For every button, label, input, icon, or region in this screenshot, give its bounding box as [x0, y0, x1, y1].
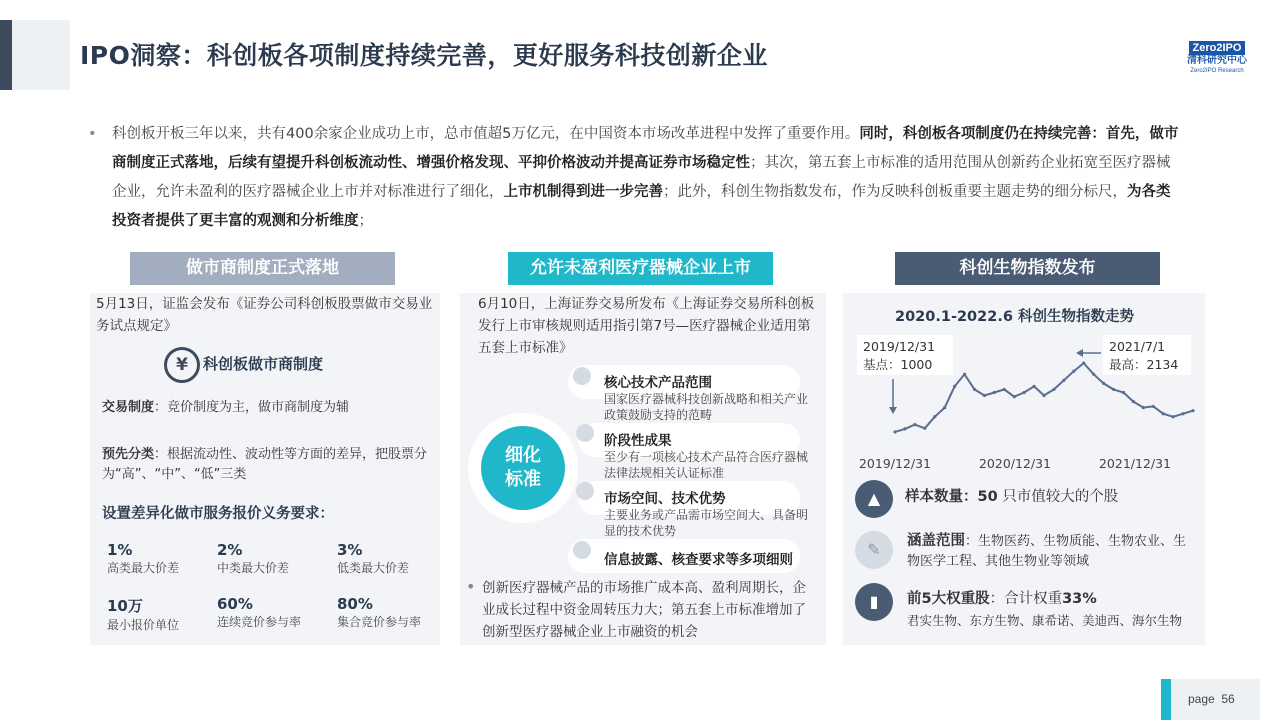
top5-text [907, 589, 1097, 609]
index-point [1142, 406, 1145, 409]
sample-value: 50 [977, 489, 998, 505]
index-point [1023, 391, 1026, 394]
stat-value: 60% [217, 595, 253, 613]
refine-standard-circle [481, 426, 565, 510]
sample-label: 样本数量： [905, 489, 978, 505]
dot-icon [573, 367, 591, 385]
criteria-desc: 国家医疗器械科技创新战略和相关产业政策鼓励支持的范畴 [604, 392, 809, 422]
page-title: IPO洞察：科创板各项制度持续完善，更好服务科技创新企业 [80, 41, 768, 70]
note-bullet: • [466, 577, 476, 596]
index-point [1112, 388, 1115, 391]
market-maker-panel [90, 293, 440, 645]
zero2ipo-logo [1182, 36, 1252, 75]
stat-item [337, 541, 409, 576]
stat-value: 2% [217, 541, 243, 559]
criteria-title: 阶段性成果 [604, 433, 672, 449]
criteria-title: 市场空间、技术优势 [604, 491, 726, 507]
index-point [993, 391, 996, 394]
index-point [1181, 412, 1184, 415]
index-point [893, 430, 896, 433]
panel1-subtitle: 科创板做市商制度 [203, 355, 324, 373]
stat-value: 10万 [107, 597, 143, 615]
panel2-note: 创新医疗器械产品的市场推广成本高、盈利周期长，企业成长过程中资金周转压力大；第五套上市标准增加了创新型医疗器械企业上市融资的机会 [482, 580, 806, 640]
index-point [1013, 395, 1016, 398]
top5-label: 前5大权重股 [907, 591, 990, 607]
criteria-desc: 至少有一项核心技术产品符合医疗器械法律法规相关认证标准 [604, 450, 809, 480]
trade-desc: ：竞价制度为主，做市商制度为辅 [154, 400, 350, 415]
index-series-line [895, 363, 1193, 432]
ann-base-value: 基点：1000 [863, 357, 933, 372]
stat-label: 高类最大价差 [107, 561, 180, 575]
index-point [1152, 405, 1155, 408]
dot-icon [576, 424, 594, 442]
stat-item [217, 541, 289, 576]
pre-class-text [102, 445, 432, 485]
intro-seg1: 科创板开板三年以来，共有400余家企业成功上市，总市值超5万亿元，在中国资本市场改革进程中发挥了重要作用。 [112, 126, 860, 142]
bullet-dot: • [88, 126, 97, 142]
index-point [1162, 412, 1165, 415]
ann-arrowhead-base [889, 407, 897, 414]
intro-highlight-2: 上市机制得到进一步完善 [503, 184, 663, 200]
index-point [983, 394, 986, 397]
stat-item [107, 595, 179, 633]
medical-device-panel [460, 293, 826, 645]
x-tick-label: 2020/12/31 [978, 456, 1052, 471]
ann-base-date: 2019/12/31 [863, 339, 936, 354]
index-point [1082, 361, 1085, 364]
chart-title: 2020.1-2022.6 科创生物指数走势 [895, 309, 1134, 325]
panel2-header: 允许未盈利医疗器械企业上市 [508, 252, 773, 285]
intro-seg4: ；其次，第五套上市标准的适用范围从创新药企业拓宽至医疗器械企业，允许未盈利的医疗器械企业上市并对标准进行了细化， [112, 155, 1171, 200]
index-point [903, 427, 906, 430]
criteria-item [604, 429, 814, 481]
stat-value: 3% [337, 541, 363, 559]
stat-label: 连续竞价参与率 [217, 615, 302, 629]
sample-count-text [905, 487, 1118, 507]
stat-label: 集合竞价参与率 [337, 615, 422, 629]
index-point [1122, 391, 1125, 394]
criteria-item [604, 548, 819, 568]
sample-desc: 只市值较大的个股 [997, 489, 1119, 505]
bio-index-panel [843, 293, 1205, 645]
criteria-item [604, 487, 814, 539]
index-point [913, 423, 916, 426]
bookmark-icon: ▮ [855, 583, 893, 621]
stat-value: 80% [337, 595, 373, 613]
title-accent-bar [0, 20, 12, 90]
stat-item [107, 541, 179, 576]
criteria-title: 核心技术产品范围 [604, 375, 712, 391]
intro-seg6: ；此外，科创生物指数发布，作为反映科创板重要主题走势的细分标尺， [663, 184, 1127, 200]
index-point [1072, 370, 1075, 373]
stat-label: 中类最大价差 [217, 561, 290, 575]
logo-mark: Zero2IPO [1189, 41, 1246, 55]
page-number-box [1171, 679, 1260, 720]
criteria-desc: 主要业务或产品需市场空间大、具备明显的技术优势 [604, 508, 809, 538]
stat-item [337, 595, 421, 630]
index-point [1032, 385, 1035, 388]
ann-arrowhead-peak [1076, 349, 1083, 357]
class-label: 预先分类 [102, 447, 155, 462]
circle-line1: 细化 [505, 445, 541, 466]
stat-value: 1% [107, 541, 133, 559]
index-point [923, 427, 926, 430]
stat-label: 低类最大价差 [337, 561, 410, 575]
panel3-header: 科创生物指数发布 [895, 252, 1160, 285]
index-point [1062, 379, 1065, 382]
document-icon: ✎ [855, 531, 893, 569]
top5-desc: ：合计权重 [989, 591, 1063, 607]
index-point [1191, 409, 1194, 412]
quote-req-title: 设置差异化做市服务报价义务要求： [102, 506, 334, 522]
stat-item [217, 595, 301, 630]
panel1-date-text: 5月13日，证监会发布《证券公司科创板股票做市交易业务试点规定》 [96, 296, 433, 334]
ann-peak-date: 2021/7/1 [1109, 339, 1166, 354]
index-point [1092, 373, 1095, 376]
index-point [943, 406, 946, 409]
x-tick-label: 2019/12/31 [858, 456, 932, 471]
coverage-label: 涵盖范围 [907, 533, 965, 549]
x-tick-label: 2021/12/31 [1098, 456, 1172, 471]
intro-highlight-1: 提升科创板流动性、增强价格发现、平抑价格波动并提高证券市场稳定性 [286, 155, 750, 171]
dot-icon [573, 541, 591, 559]
dot-icon [576, 482, 594, 500]
criteria-title: 信息披露、核查要求等多项细则 [604, 552, 793, 568]
index-point [1042, 394, 1045, 397]
index-point [1052, 388, 1055, 391]
index-point [1132, 400, 1135, 403]
title-accent-block [12, 20, 70, 90]
panel1-header: 做市商制度正式落地 [130, 252, 395, 285]
criteria-item [604, 371, 814, 423]
trade-system-text [102, 398, 432, 418]
coverage-text [907, 531, 1197, 572]
yen-icon: ¥ [164, 347, 200, 383]
intro-seg8: ； [358, 213, 373, 229]
logo-cn-text: 清科研究中心 [1187, 55, 1247, 66]
bio-index-chart [843, 293, 1205, 483]
trade-label: 交易制度 [102, 400, 155, 415]
sample-icon: ▲ [855, 480, 893, 518]
index-point [953, 385, 956, 388]
intro-highlight-3: 为各类投资者提供了更丰富的观测和分析维度 [112, 184, 1171, 229]
top5-names: 君实生物、东方生物、康希诺、美迪西、海尔生物 [907, 613, 1183, 628]
ann-peak-value: 最高：2134 [1109, 357, 1179, 372]
circle-line2: 标准 [505, 469, 541, 490]
footer-accent [1161, 679, 1171, 720]
index-point [1102, 382, 1105, 385]
panel2-date-text: 6月10日，上海证券交易所发布《上海证券交易所科创板发行上市审核规则适用指引第7号—医疗器械企业适用第五套上市标准》 [478, 296, 815, 356]
page-number: 56 [1221, 692, 1235, 706]
class-desc: ：根据流动性、波动性等方面的差异，把股票分为“高”、“中”、“低”三类 [102, 447, 428, 482]
stat-label: 最小报价单位 [107, 618, 180, 632]
coverage-desc: ：生物医药、生物质能、生物农业、生物医学工程、其他生物业等领域 [907, 534, 1187, 569]
page-label: page [1188, 692, 1215, 706]
index-point [963, 373, 966, 376]
index-point [1172, 415, 1175, 418]
intro-seg2: 同时，科创板各项制度仍在持续完善：首先，做市商制度正式落地，后续有望 [112, 126, 1179, 171]
index-point [1003, 388, 1006, 391]
intro-paragraph [88, 120, 1182, 236]
top5-value: 33% [1062, 591, 1097, 607]
index-point [973, 388, 976, 391]
logo-en-text: Zero2IPO Research [1190, 68, 1244, 74]
index-point [933, 415, 936, 418]
